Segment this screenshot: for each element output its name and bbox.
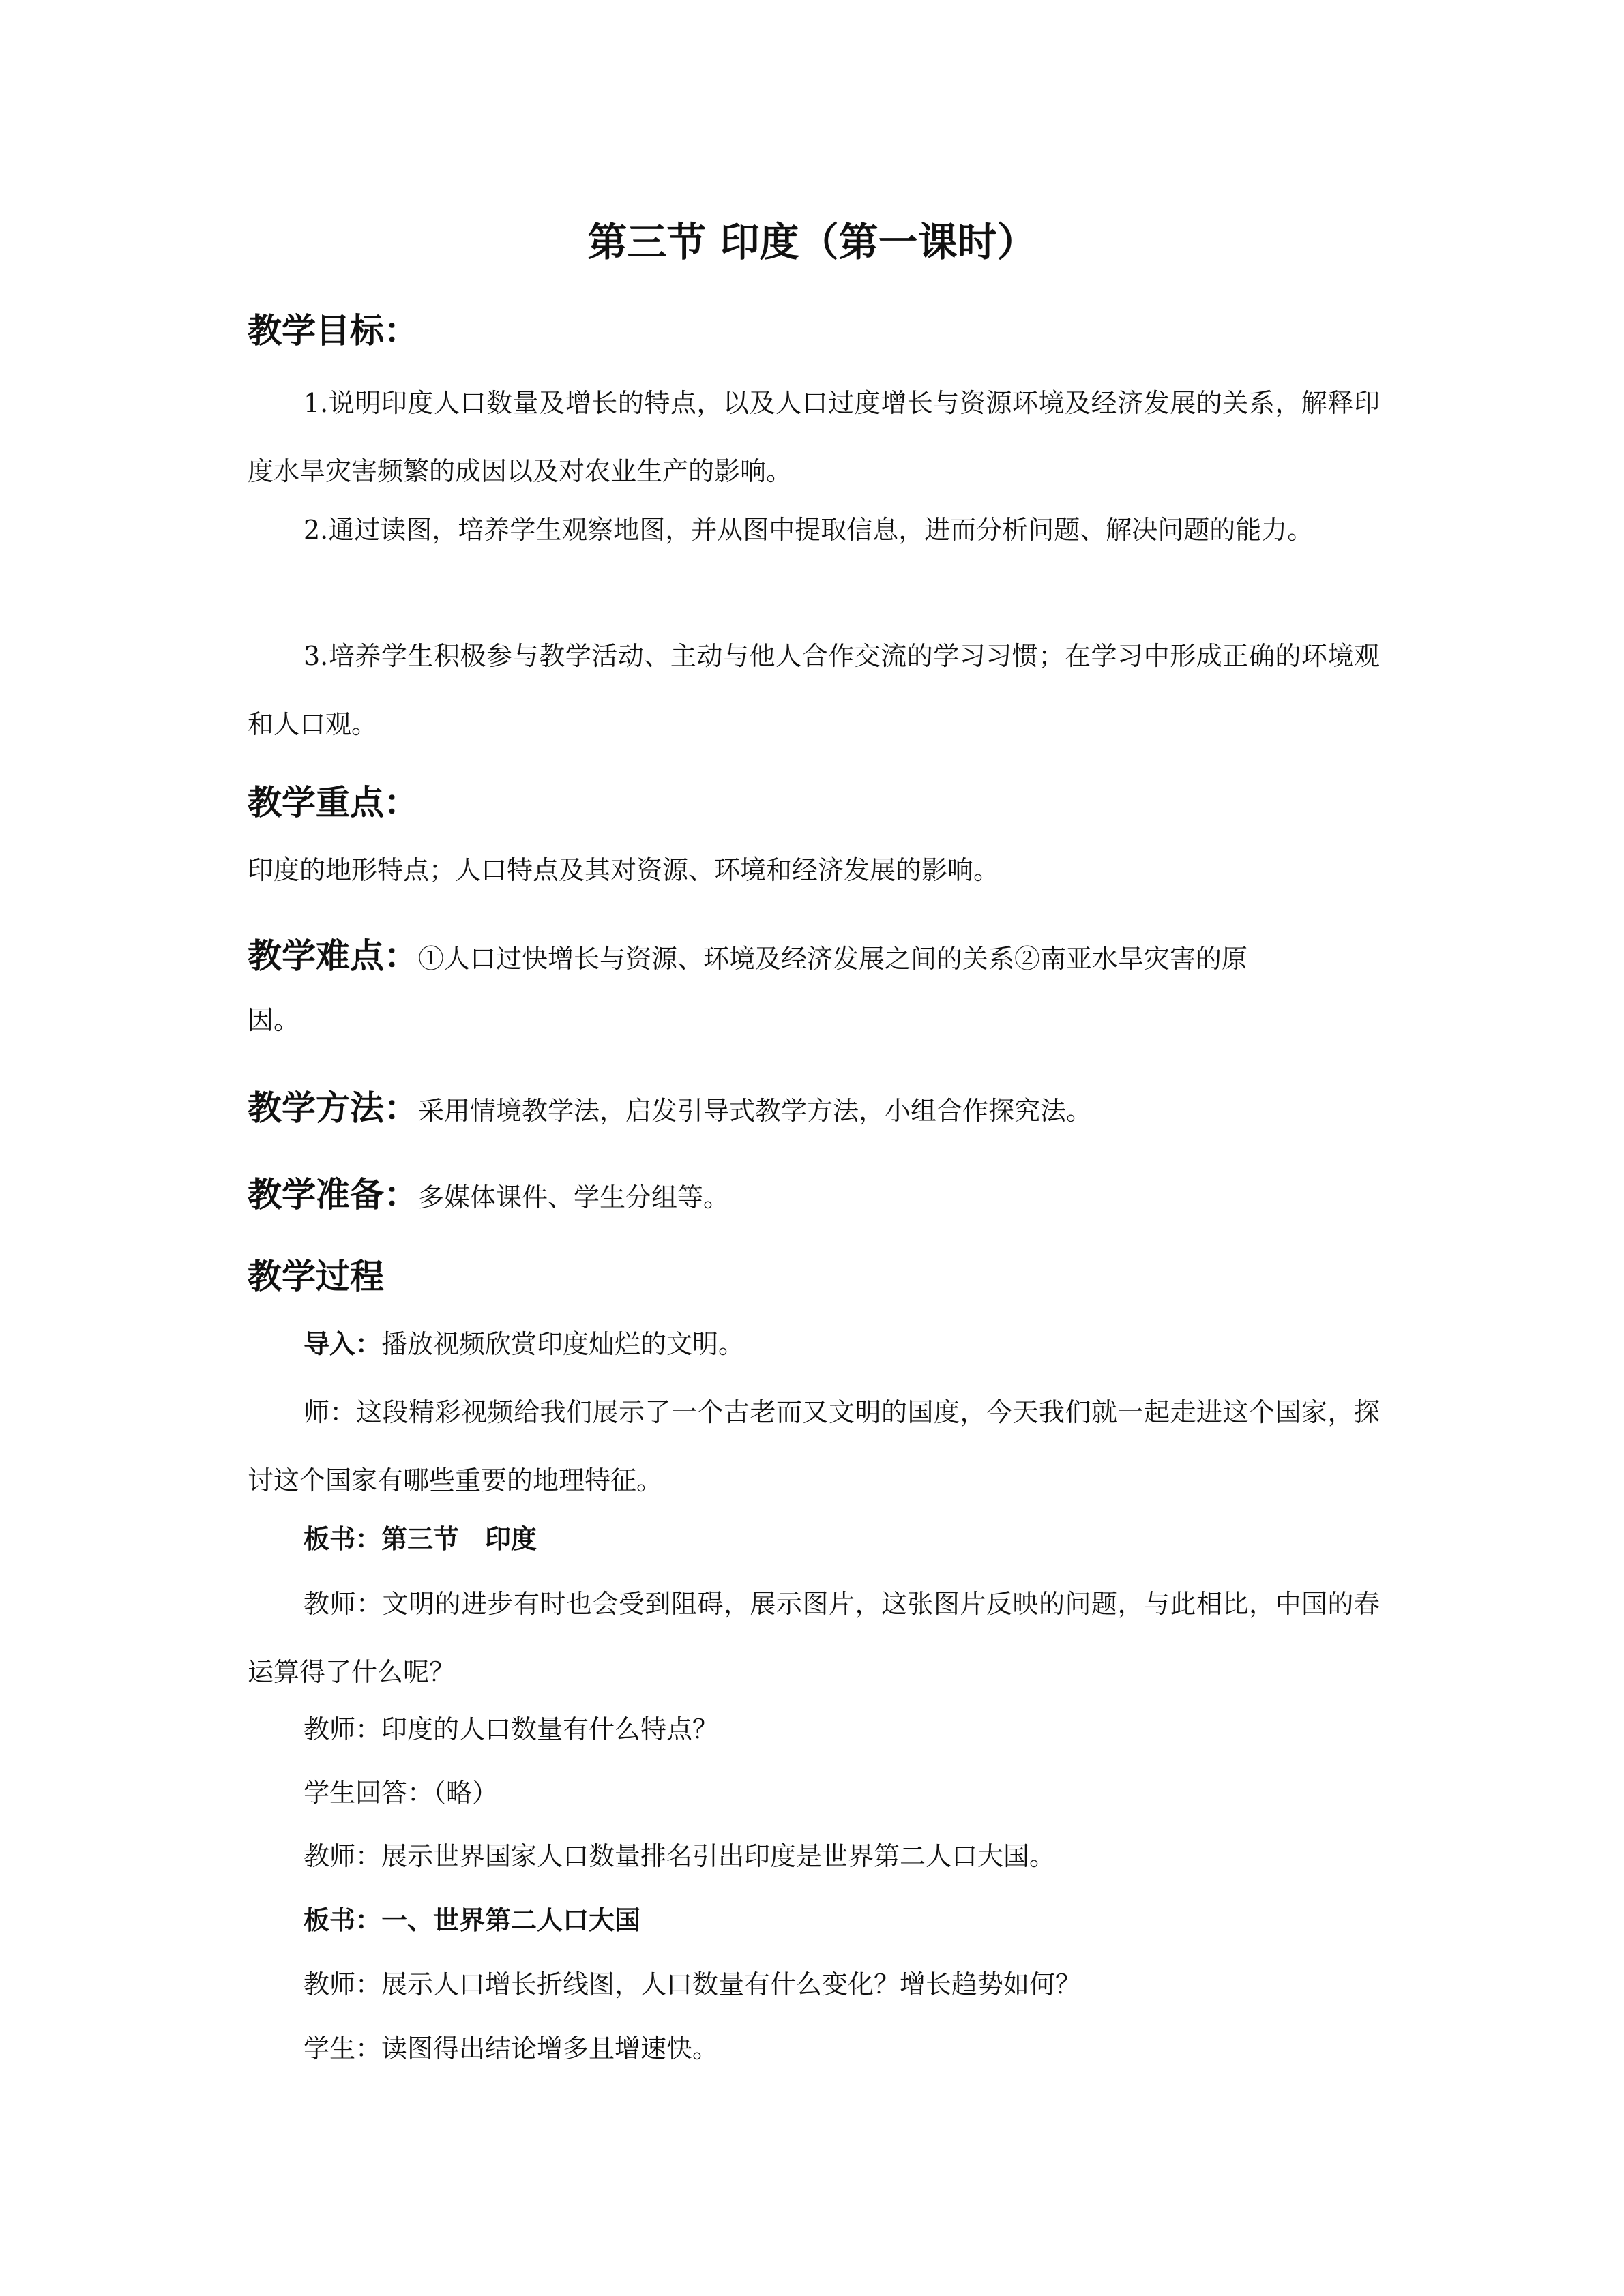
- preparation-label: 教学准备：: [248, 1175, 418, 1214]
- process-paragraph-4: 学生回答：（略）: [304, 1778, 499, 1808]
- page-title: 第三节 印度（第一课时）: [587, 219, 1037, 265]
- preparation-heading: [248, 1167, 729, 1217]
- difficulties-text: ①人口过快增长与资源、环境及经济发展之间的关系②南亚水旱灾害的原: [418, 944, 1248, 974]
- difficulties-label: 教学难点：: [248, 936, 418, 976]
- board-note-1-label: 板书：第三节: [304, 1524, 460, 1554]
- process-paragraph-1: 师：这段精彩视频给我们展示了一个古老而又文明的国度，今天我们就一起走进这个国家，探讨这个国家有哪些重要的地理特征。: [248, 1397, 1380, 1495]
- objective-item-3: 3.培养学生积极参与教学活动、主动与他人合作交流的学习习惯；在学习中形成正确的环境观和人口观。: [248, 641, 1380, 739]
- objective-item-1: 1.说明印度人口数量及增长的特点，以及人口过度增长与资源环境及经济发展的关系，解释印度水旱灾害频繁的成因以及对农业生产的影响。: [248, 388, 1380, 486]
- methods-text: 采用情境教学法，启发引导式教学方法，小组合作探究法。: [418, 1096, 1093, 1126]
- board-note-1: [248, 1505, 1380, 1573]
- board-note-2: 板书：一、世界第二人口大国: [304, 1905, 641, 1935]
- key-points-heading: 教学重点：: [248, 783, 418, 822]
- intro-paragraph: [248, 1310, 1380, 1378]
- process-paragraph-6: 教师：展示人口增长折线图，人口数量有什么变化？增长趋势如何？: [304, 1969, 1082, 1999]
- difficulties-text-cont: 因。: [248, 1005, 300, 1035]
- difficulties-heading: [248, 929, 1247, 978]
- intro-label: 导入：: [304, 1329, 382, 1359]
- process-paragraph-2: 教师：文明的进步有时也会受到阻碍，展示图片，这张图片反映的问题，与此相比，中国的春运算得了什么呢？: [248, 1589, 1380, 1687]
- preparation-text: 多媒体课件、学生分组等。: [418, 1182, 730, 1212]
- intro-text: 播放视频欣赏印度灿烂的文明。: [381, 1329, 745, 1359]
- process-paragraph-3: 教师：印度的人口数量有什么特点？: [304, 1714, 719, 1744]
- objectives-heading: 教学目标：: [248, 311, 418, 351]
- process-paragraph-7: 学生：读图得出结论增多且增速快。: [304, 2033, 719, 2063]
- methods-label: 教学方法：: [248, 1088, 418, 1128]
- methods-heading: [248, 1081, 1092, 1130]
- key-points-text: 印度的地形特点；人口特点及其对资源、环境和经济发展的影响。: [248, 855, 1000, 885]
- objective-item-2: 2.通过读图，培养学生观察地图，并从图中提取信息，进而分析问题、解决问题的能力。: [304, 515, 1314, 545]
- process-heading: 教学过程: [248, 1257, 384, 1296]
- board-note-1-topic: 印度: [485, 1524, 537, 1554]
- process-paragraph-5: 教师：展示世界国家人口数量排名引出印度是世界第二人口大国。: [304, 1841, 1056, 1871]
